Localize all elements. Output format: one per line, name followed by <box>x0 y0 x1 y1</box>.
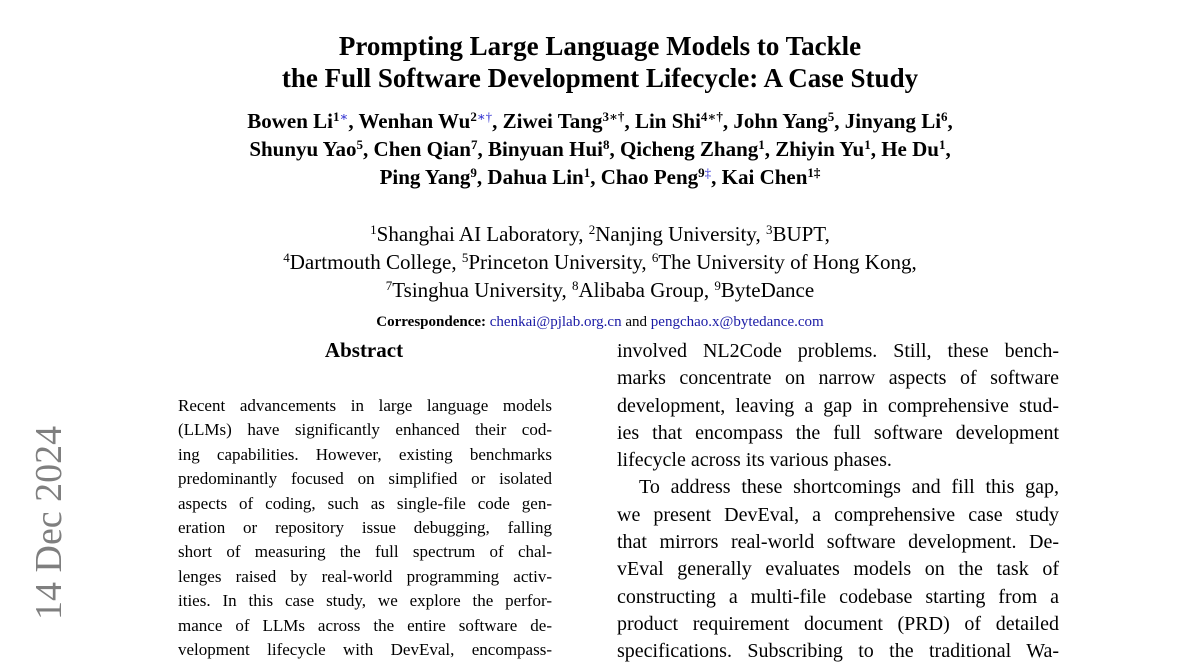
affiliation-sup: 7 <box>385 278 393 293</box>
author-affiliation-sup: 8 <box>602 137 610 152</box>
text-line: ities. In this case study, we explore the perfor- <box>178 591 552 611</box>
author-line: Bowen $Li^{1∗}$, Wenhan $Wu^{2∗\dagger}$, Ziwei Tang$^{3∗\dagger}$, Lin Shi$^{4∗\dagger}$, John Yang$^5$, Jinyang Li$^6$, <box>247 109 953 133</box>
text-line: short of measuring the full spectrum of chal- <box>178 542 552 562</box>
author-name: Qicheng Zhang <box>619 137 759 161</box>
text-line: development, leaving a gap in comprehensive stud- <box>617 394 1059 417</box>
text-line: ies that encompass the full software development <box>617 421 1059 444</box>
author <box>722 165 821 189</box>
affiliation <box>652 250 912 274</box>
affiliation <box>572 278 704 302</box>
email-link-pengchao[interactable]: pengchao.x@bytedance.com <box>650 314 824 330</box>
text-line: (LLMs) have significantly enhanced their cod- <box>178 420 552 440</box>
affiliation-sup: 1 <box>370 222 377 237</box>
author-name: John Yang <box>733 109 828 133</box>
arxiv-date-stamp: 14 Dec 2024 <box>28 425 70 620</box>
affiliation-sup: 2 <box>588 222 596 237</box>
affiliation-sup: 5 <box>461 250 469 265</box>
text-line: marks concentrate on narrow aspects of software <box>617 367 1059 390</box>
affiliation <box>462 250 642 274</box>
author <box>881 137 945 161</box>
affiliation-sup: 9 <box>714 278 721 293</box>
text-line: eration or repository issue debugging, falling <box>178 518 552 538</box>
author-affiliation-sup: 9‡ <box>698 165 712 180</box>
author <box>503 109 625 133</box>
author <box>249 137 363 161</box>
author <box>488 137 609 161</box>
abstract-text <box>178 394 552 662</box>
author-affiliation-sup: 3∗† <box>602 109 625 124</box>
correspondence-label: Correspondence: <box>376 314 487 330</box>
correspondence-line <box>0 312 1200 332</box>
affiliation <box>714 278 814 302</box>
author <box>733 109 834 133</box>
author <box>845 109 948 133</box>
text-line: vEval generally evaluates models on the task of <box>617 558 1059 581</box>
author-affiliation-sup: 9 <box>470 165 477 180</box>
author <box>775 137 870 161</box>
footnote-mark[interactable]: ∗ <box>339 109 349 124</box>
footnote-mark[interactable]: ‡ <box>704 165 712 180</box>
text-line: lifecycle across its various phases. <box>617 449 892 472</box>
author-name: Binyuan Hui <box>487 137 603 161</box>
author-list <box>0 107 1200 191</box>
author <box>635 109 723 133</box>
author-affiliation-sup: 6 <box>941 109 948 124</box>
author-affiliation-sup: 7 <box>470 137 478 152</box>
text-line: To address these shortcomings and fill this gap, <box>639 476 1059 499</box>
author-name: Jinyang Li <box>844 109 942 133</box>
body-text-right-column <box>617 338 1059 666</box>
author-name: Ping Yang <box>379 165 471 189</box>
affiliation-list <box>0 220 1200 304</box>
text-line: lenges raised by real-world programming activ- <box>178 566 552 586</box>
text-line: involved NL2Code problems. Still, these bench- <box>617 340 1059 362</box>
text-line: constructing a multi-file codebase starting from a <box>617 585 1059 608</box>
affiliation-name: Dartmouth College <box>289 250 452 274</box>
author-affiliation-sup: 1 <box>758 137 765 152</box>
affiliation-sup: 3 <box>765 222 773 237</box>
author-affiliation-sup: 5 <box>827 109 835 124</box>
affiliation-line: $^4$Dartmouth College, $^5$Princeton University, $^6$The University of Hong Kong, <box>283 250 917 274</box>
affiliation-sup: 4 <box>283 250 290 265</box>
affiliation-name: BUPT <box>772 222 825 246</box>
author <box>620 137 765 161</box>
affiliation-sup: 6 <box>651 250 659 265</box>
footnote-mark[interactable]: ∗† <box>476 109 493 124</box>
author <box>601 165 711 189</box>
author-affiliation-sup: 4∗† <box>700 109 723 124</box>
author-affiliation-sup: 1∗ <box>332 109 349 124</box>
abstract-heading: Abstract <box>324 338 404 362</box>
text-line: Recent advancements in large language models <box>178 396 552 415</box>
affiliation-sup: 8 <box>572 278 579 293</box>
author-affiliation-sup: 1‡ <box>807 165 821 180</box>
affiliation <box>370 222 578 246</box>
text-line: we present DevEval, a comprehensive case study <box>617 503 1059 526</box>
author-name: Shunyu Yao <box>249 137 357 161</box>
author-name: Chao Peng <box>600 165 699 189</box>
author-name: Lin Shi <box>634 109 701 133</box>
text-line: ing capabilities. However, existing benchmarks <box>178 444 552 464</box>
author-name: Chen Qian <box>373 137 471 161</box>
affiliation-line: $^1$Shanghai AI Laboratory, $^2$Nanjing University, $^3$BUPT, <box>370 222 830 246</box>
author <box>487 165 590 189</box>
author <box>358 109 492 133</box>
author <box>374 137 478 161</box>
text-line: velopment lifecycle with DevEval, encompass- <box>178 640 552 660</box>
author-name: Dahua Lin <box>487 165 584 189</box>
text-line: that mirrors real-world software development. De- <box>617 531 1059 554</box>
title-line-1: Prompting Large Language Models to Tackle <box>338 31 862 61</box>
affiliation <box>386 278 562 302</box>
author-affiliation-sup: 2∗† <box>470 109 493 124</box>
title-line-2: the Full Software Development Lifecycle: A Case Study <box>281 63 919 93</box>
affiliation <box>766 222 825 246</box>
author-name: Wenhan Wu <box>358 109 471 133</box>
email-link-chenkai[interactable]: chenkai@pjlab.org.cn <box>489 314 622 330</box>
author-affiliation-sup: 1 <box>938 137 946 152</box>
affiliation <box>283 250 451 274</box>
affiliation-name: Tsinghua University <box>392 278 562 302</box>
affiliation-name: Princeton University <box>468 250 642 274</box>
affiliation <box>589 222 756 246</box>
affiliation-name: Nanjing University <box>595 222 756 246</box>
paper-title <box>0 30 1200 94</box>
text-line: specifications. Subscribing to the traditional Wa- <box>617 640 1059 663</box>
paragraph-2 <box>617 474 1059 665</box>
text-line: mance of LLMs across the entire software de- <box>178 615 552 635</box>
text-line: product requirement document (PRD) of detailed <box>617 612 1059 635</box>
affiliation-line: $^7$Tsinghua University, $^8$Alibaba Group, $^9$ByteDance <box>385 278 815 302</box>
author-name: Zhiyin Yu <box>775 137 865 161</box>
author-line: Ping Yang$^9$, Dahua Lin$^1$, Chao Peng$^{9\ddagger}$, Kai Chen$^{1\ddagger}$ <box>379 165 821 189</box>
author-affiliation-sup: 1 <box>583 165 591 180</box>
paragraph-1 <box>617 338 1059 474</box>
text-line: predominantly focused on simplified or isolated <box>178 469 552 489</box>
affiliation-name: Alibaba Group <box>578 278 704 302</box>
affiliation-name: ByteDance <box>720 278 815 302</box>
text-line: aspects of coding, such as single-file code gen- <box>178 493 552 513</box>
author-affiliation-sup: 5 <box>356 137 364 152</box>
author-name: Bowen Li <box>247 109 333 133</box>
author-line: Shunyu Yao$^5$, Chen Qian$^7$, Binyuan Hui$^8$, Qicheng Zhang$^1$, Zhiyin Yu$^1$, He Du$^1$, <box>249 137 951 161</box>
author-name: He Du <box>881 137 939 161</box>
author <box>380 165 477 189</box>
author-name: Kai Chen <box>721 165 808 189</box>
affiliation-name: Shanghai AI Laboratory <box>376 222 579 246</box>
author-affiliation-sup: 1 <box>864 137 871 152</box>
author-name: Ziwei Tang <box>502 109 603 133</box>
affiliation-name: The University of Hong Kong <box>658 250 912 274</box>
author <box>247 109 348 133</box>
correspondence-conjunction: and <box>625 314 648 330</box>
